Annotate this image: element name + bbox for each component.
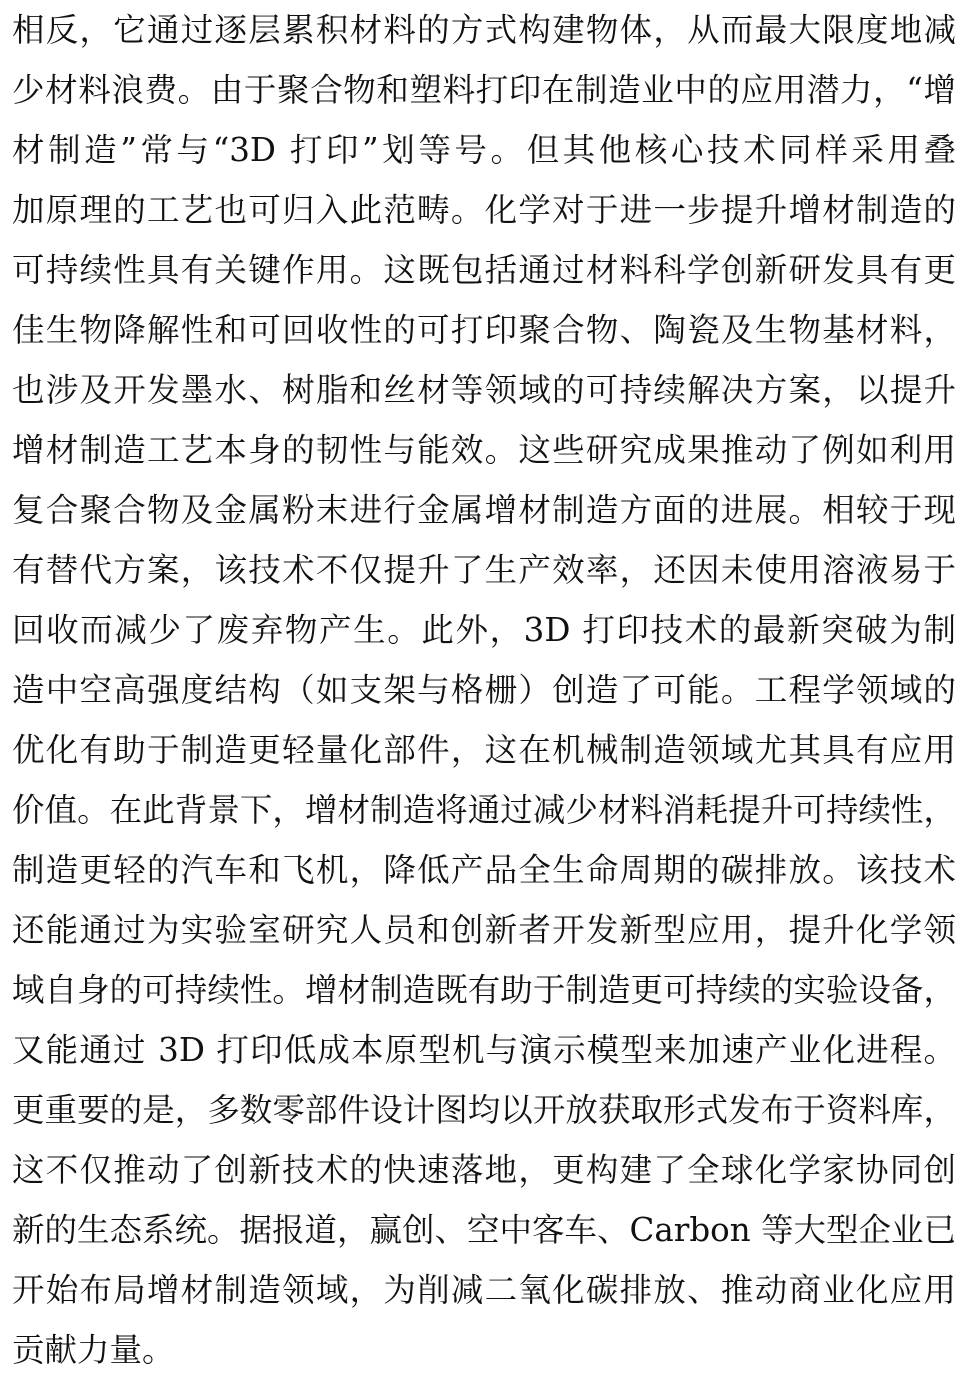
text-line-19: 更重要的是，多数零部件设计图均以开放获取形式发布于资料库，: [12, 1091, 956, 1129]
text-line-22: 开始布局增材制造领域，为削减二氧化碳排放、推动商业化应用: [12, 1271, 956, 1309]
text-line-5: 可持续性具有关键作用。这既包括通过材料科学创新研发具有更: [12, 251, 956, 289]
text-line-16: 还能通过为实验室研究人员和创新者开发新型应用，提升化学领: [12, 911, 956, 949]
text-line-2: 少材料浪费。由于聚合物和塑料打印在制造业中的应用潜力，“增: [12, 71, 956, 109]
text-line-15: 制造更轻的汽车和飞机，降低产品全生命周期的碳排放。该技术: [12, 851, 956, 889]
text-line-4: 加原理的工艺也可归入此范畴。化学对于进一步提升增材制造的: [12, 191, 956, 229]
text-line-21: 新的生态系统。据报道，赢创、空中客车、Carbon 等大型企业已: [12, 1211, 956, 1249]
text-line-1: 相反，它通过逐层累积材料的方式构建物体，从而最大限度地减: [12, 11, 956, 49]
text-line-12: 造中空高强度结构（如支架与格栅）创造了可能。工程学领域的: [12, 671, 956, 709]
text-line-17: 域自身的可持续性。增材制造既有助于制造更可持续的实验设备，: [12, 971, 956, 1009]
text-line-23: 贡献力量。: [12, 1331, 175, 1369]
text-line-10: 有替代方案，该技术不仅提升了生产效率，还因未使用溶液易于: [12, 551, 956, 589]
text-line-14: 价值。在此背景下，增材制造将通过减少材料消耗提升可持续性，: [12, 791, 956, 829]
text-line-20: 这不仅推动了创新技术的快速落地，更构建了全球化学家协同创: [12, 1151, 956, 1189]
text-line-13: 优化有助于制造更轻量化部件，这在机械制造领域尤其具有应用: [12, 731, 956, 769]
text-line-3: 材制造”常与“3D 打印”划等号。但其他核心技术同样采用叠: [12, 131, 956, 169]
text-line-11: 回收而减少了废弃物产生。此外，3D 打印技术的最新突破为制: [12, 611, 956, 649]
text-line-18: 又能通过 3D 打印低成本原型机与演示模型来加速产业化进程。: [12, 1031, 956, 1069]
text-line-8: 增材制造工艺本身的韧性与能效。这些研究成果推动了例如利用: [12, 431, 956, 469]
text-line-7: 也涉及开发墨水、树脂和丝材等领域的可持续解决方案，以提升: [12, 371, 956, 409]
text-line-6: 佳生物降解性和可回收性的可打印聚合物、陶瓷及生物基材料，: [12, 311, 956, 349]
text-line-9: 复合聚合物及金属粉末进行金属增材制造方面的进展。相较于现: [12, 491, 956, 529]
